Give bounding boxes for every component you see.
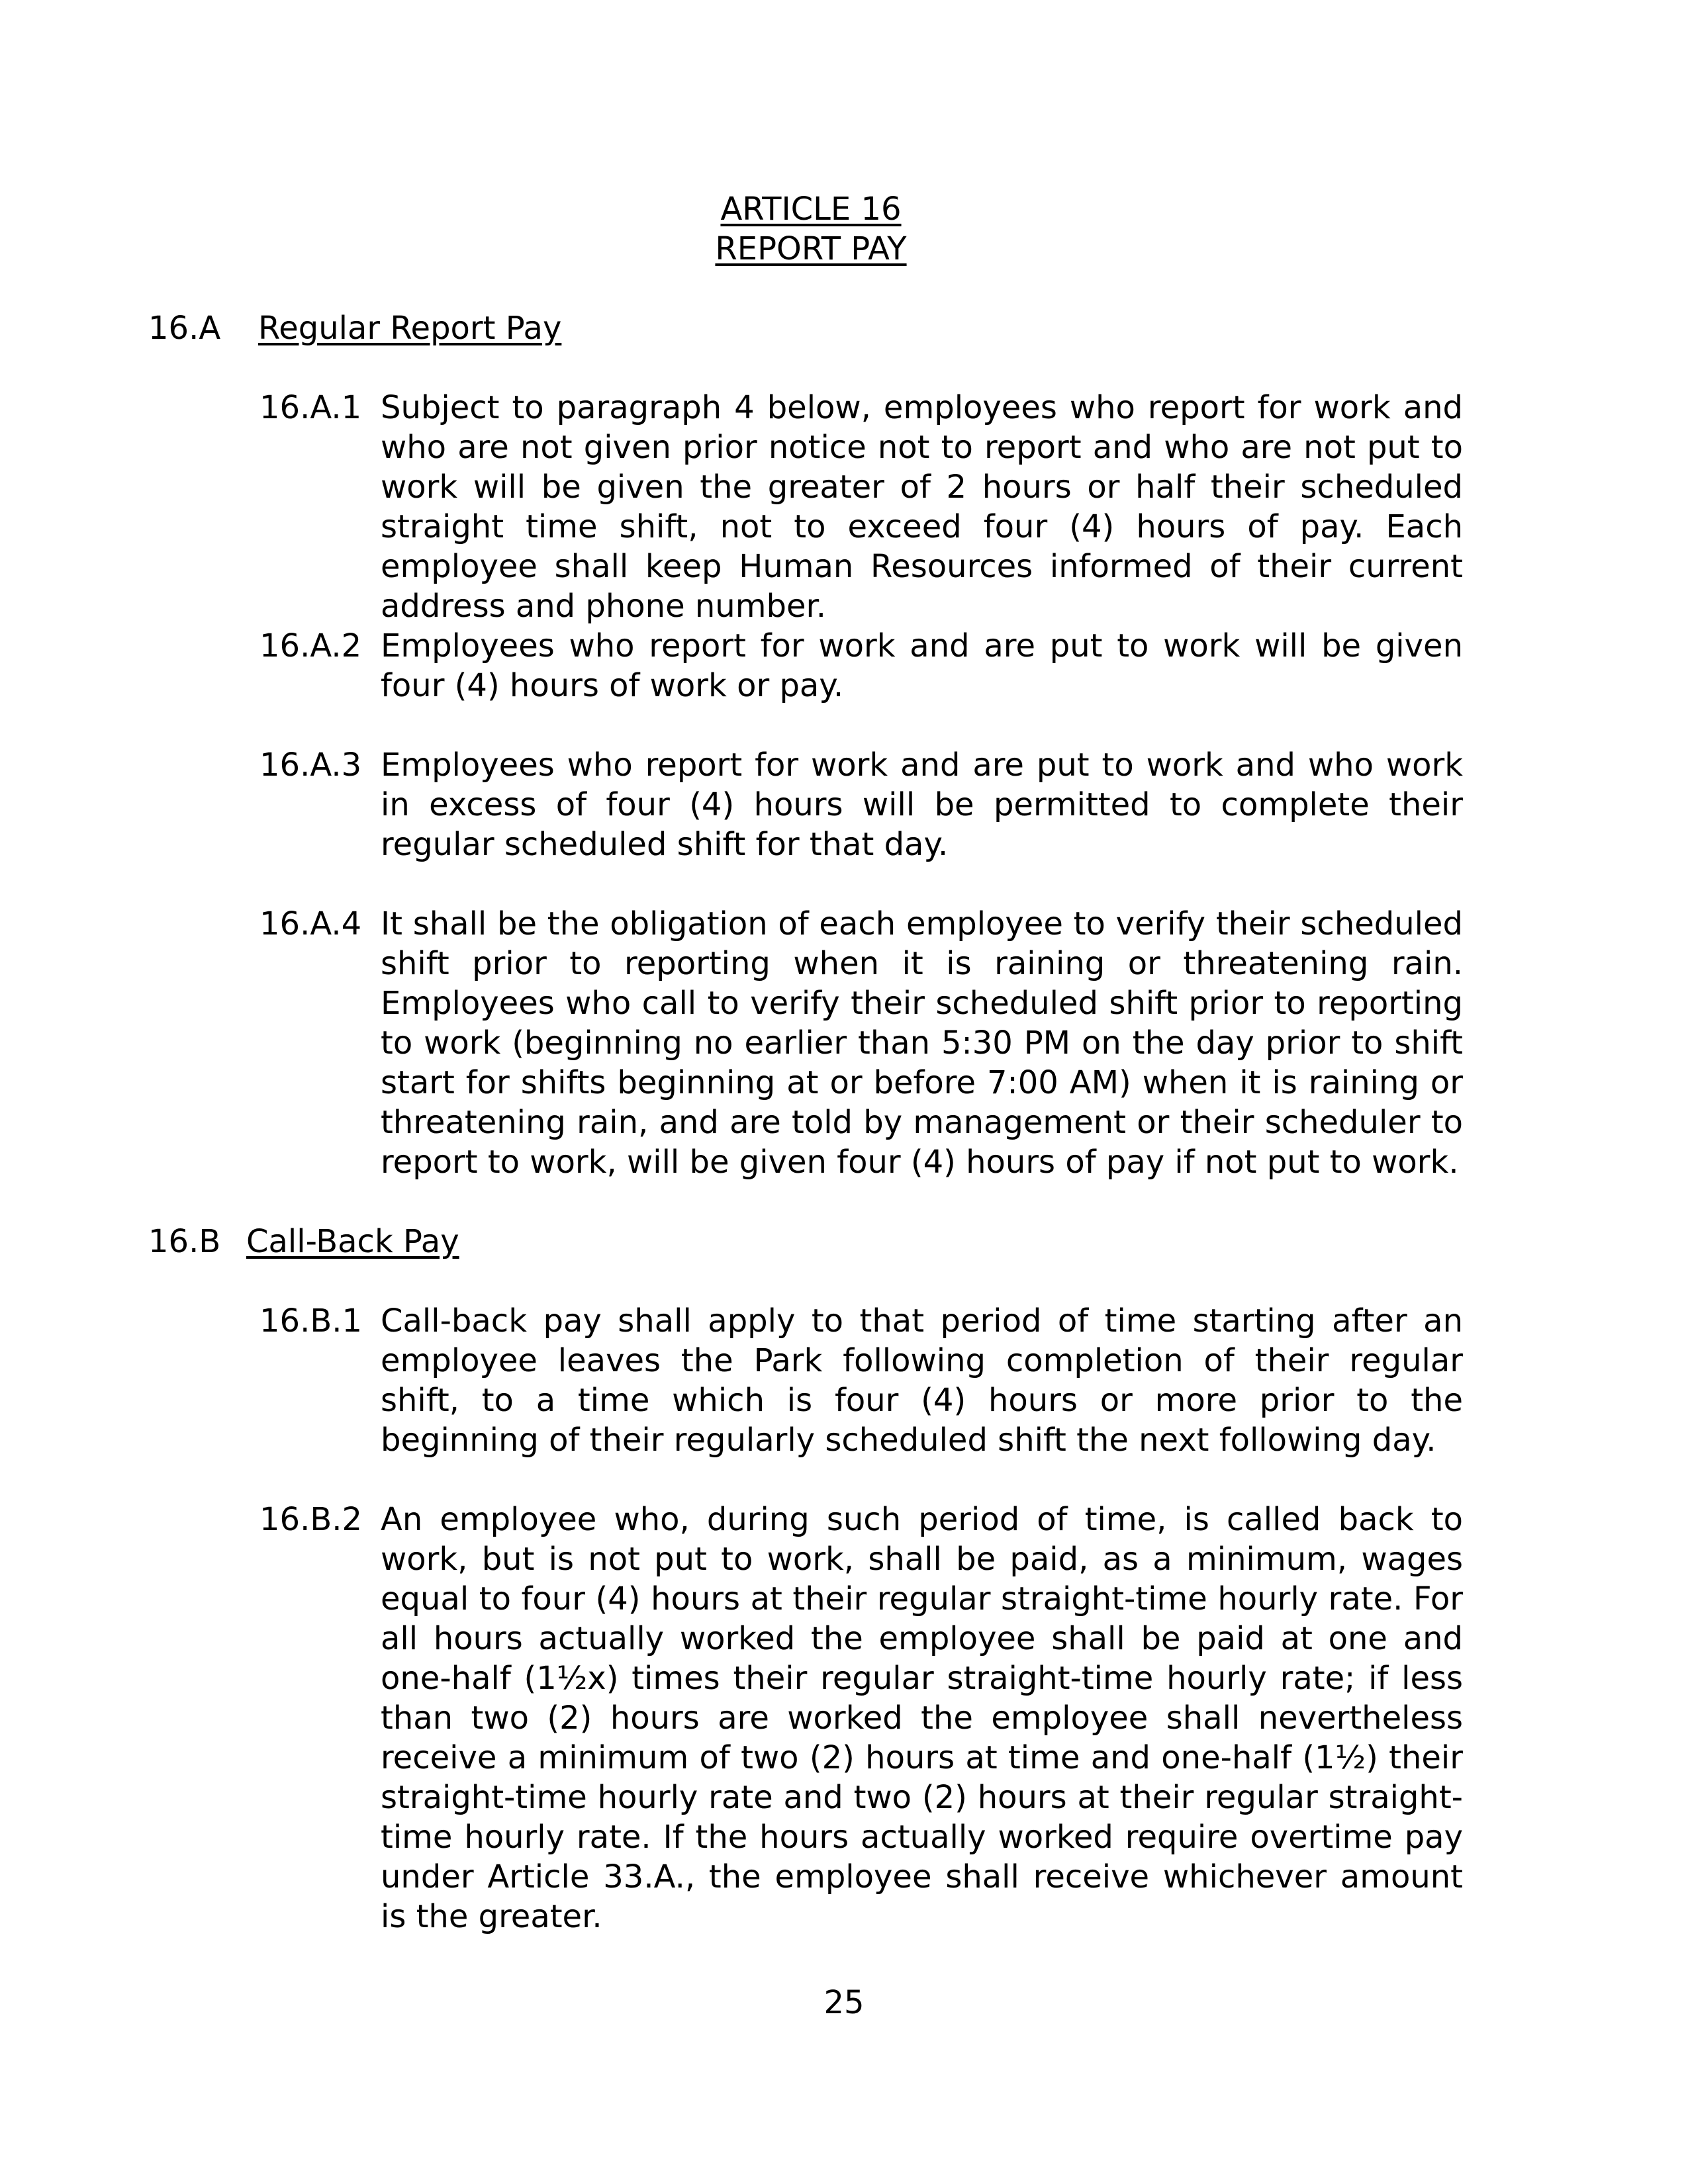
paragraph-number: 16.A.3 bbox=[259, 747, 362, 784]
section-heading-16b bbox=[148, 1222, 459, 1261]
paragraph-text: Employees who report for work and are put to work and who work in excess of four (4) hours will be permitted to complete their regular scheduled shift for that day. bbox=[381, 747, 1463, 863]
section-number: 16.A bbox=[148, 310, 221, 347]
section-title: Call-Back Pay bbox=[246, 1223, 459, 1260]
paragraph-number: 16.B.2 bbox=[259, 1501, 363, 1538]
paragraph-text: Employees who report for work and are put to work will be given four (4) hours of work or pay. bbox=[381, 627, 1463, 704]
section-number: 16.B bbox=[148, 1223, 221, 1260]
paragraph-text: It shall be the obligation of each employee to verify their scheduled shift prior to reporting when it is raining or threatening rain. Employees who call to verify their scheduled shift prior to reporting to work (beginning no earlier than 5:30 PM on the day prior to shift start for shifts beginning at or before 7:00 AM) when it is raining or threatening rain, and are told by management or their scheduler to report to work, will be given four (4) hours of pay if not put to work. bbox=[381, 905, 1463, 1181]
paragraph-text: An employee who, during such period of time, is called back to work, but is not put to work, shall be paid, as a minimum, wages equal to four (4) hours at their regular straight-time hourly rate. For all hours actually worked the employee shall be paid at one and one-half (1½x) times their regular straight-time hourly rate; if less than two (2) hours are worked the employee shall nevertheless receive a minimum of two (2) hours at time and one-half (1½) their straight-time hourly rate and two (2) hours at their regular straight-time hourly rate. If the hours actually worked require overtime pay under Article 33.A., the employee shall receive whichever amount is the greater. bbox=[381, 1501, 1463, 1935]
paragraph-16b1 bbox=[259, 1301, 1463, 1460]
paragraph-16a1 bbox=[259, 388, 1463, 626]
article-number: ARTICLE 16 bbox=[720, 191, 902, 228]
section-heading-16a bbox=[148, 308, 561, 348]
paragraph-16b2 bbox=[259, 1500, 1463, 1936]
paragraph-16a3 bbox=[259, 745, 1463, 864]
article-title: REPORT PAY bbox=[715, 230, 907, 267]
page-number: 25 bbox=[823, 1984, 865, 2021]
paragraph-number: 16.A.2 bbox=[259, 627, 362, 664]
paragraph-16a2 bbox=[259, 626, 1463, 705]
paragraph-number: 16.A.1 bbox=[259, 389, 362, 426]
section-title: Regular Report Pay bbox=[258, 310, 562, 347]
paragraph-number: 16.A.4 bbox=[259, 905, 362, 942]
paragraph-text: Call-back pay shall apply to that period of time starting after an employee leaves the Park following completion of their regular shift, to a time which is four (4) hours or more prior to the beginning of their regularly scheduled shift the next following day. bbox=[381, 1302, 1463, 1459]
article-heading bbox=[712, 189, 910, 269]
paragraph-16a4 bbox=[259, 904, 1463, 1182]
paragraph-text: Subject to paragraph 4 below, employees who report for work and who are not given prior notice not to report and who are not put to work will be given the greater of 2 hours or half their scheduled straight time shift, not to exceed four (4) hours of pay. Each employee shall keep Human Resources informed of their current address and phone number. bbox=[381, 389, 1463, 625]
paragraph-number: 16.B.1 bbox=[259, 1302, 363, 1340]
